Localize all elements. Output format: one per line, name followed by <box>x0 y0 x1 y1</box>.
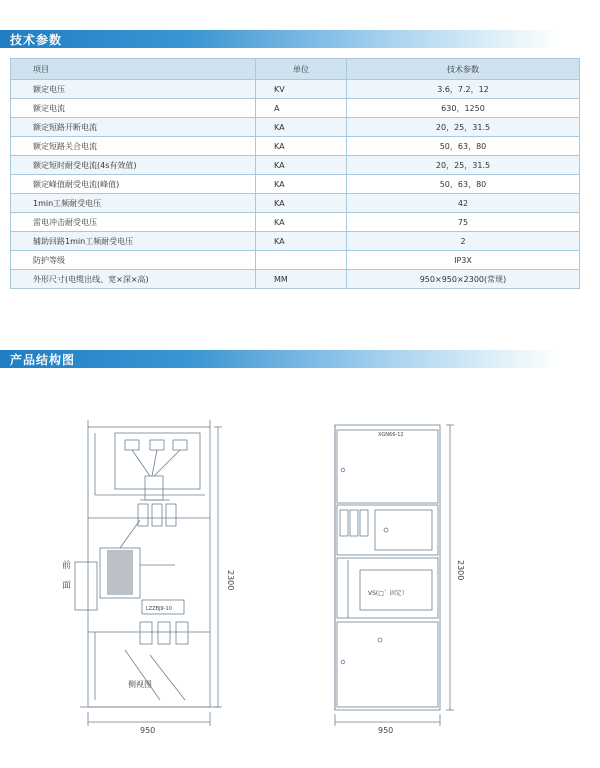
row-value: 75 <box>347 213 580 232</box>
structure-section-title: 产品结构图 <box>10 353 76 367</box>
right-height-label: 2300 <box>456 560 465 581</box>
table-row <box>11 175 580 194</box>
row-value: 950×950×2300(常规) <box>347 270 580 289</box>
row-item: 额定短路关合电流 <box>11 137 256 156</box>
row-item: 额定短时耐受电流(4s有效值) <box>11 156 256 175</box>
row-item: 额定峰值耐受电流(峰值) <box>11 175 256 194</box>
table-row <box>11 137 580 156</box>
row-unit: MM <box>256 270 347 289</box>
row-unit: A <box>256 99 347 118</box>
row-unit: KA <box>256 175 347 194</box>
row-value: 20，25，31.5 <box>347 156 580 175</box>
row-value: 42 <box>347 194 580 213</box>
front-label-1: 前 <box>62 561 72 571</box>
structure-section-header <box>0 350 560 368</box>
table-row <box>11 213 580 232</box>
left-width-label: 950 <box>140 726 156 735</box>
spec-table-header-row <box>11 59 580 80</box>
row-item: 雷电冲击耐受电压 <box>11 213 256 232</box>
row-unit: KA <box>256 232 347 251</box>
model-label: XGN66-12 <box>378 432 404 438</box>
row-item: 额定短路开断电流 <box>11 118 256 137</box>
breaker-fill <box>107 550 133 595</box>
left-height-label: 2300 <box>226 570 235 591</box>
table-row <box>11 118 580 137</box>
table-row <box>11 99 580 118</box>
column-header-value: 技术参数 <box>347 59 580 80</box>
column-header-item: 项目 <box>11 59 256 80</box>
row-value: 20，25，31.5 <box>347 118 580 137</box>
row-value: 2 <box>347 232 580 251</box>
row-item: 额定电流 <box>11 99 256 118</box>
row-value: 630，1250 <box>347 99 580 118</box>
front-label-2: 面 <box>62 581 72 591</box>
row-unit <box>256 251 347 270</box>
specs-section-title: 技术参数 <box>10 33 63 47</box>
row-item: 辅助回路1min工频耐受电压 <box>11 232 256 251</box>
spec-table <box>10 58 580 289</box>
row-unit: KA <box>256 118 347 137</box>
row-item: 1min工频耐受电压 <box>11 194 256 213</box>
front-view-drawing <box>300 400 600 755</box>
row-value: 50，63，80 <box>347 137 580 156</box>
table-row <box>11 232 580 251</box>
row-item: 防护等级 <box>11 251 256 270</box>
row-value: IP3X <box>347 251 580 270</box>
row-value: 3.6，7.2，12 <box>347 80 580 99</box>
table-row <box>11 80 580 99</box>
column-header-unit: 单位 <box>256 59 347 80</box>
table-row <box>11 156 580 175</box>
right-width-label: 950 <box>378 726 394 735</box>
row-unit: KV <box>256 80 347 99</box>
breaker-label: VS(□゛固定） <box>368 590 408 597</box>
table-row <box>11 251 580 270</box>
side-view-label: 侧视图 <box>128 680 152 689</box>
row-unit: KA <box>256 137 347 156</box>
side-view-drawing <box>0 400 300 755</box>
table-row <box>11 194 580 213</box>
row-unit: KA <box>256 156 347 175</box>
ct-label: LZZBJ9-10 <box>146 606 172 612</box>
row-value: 50，63，80 <box>347 175 580 194</box>
row-item: 额定电压 <box>11 80 256 99</box>
table-row <box>11 270 580 289</box>
row-item: 外形尺寸(电缆出线、宽×深×高) <box>11 270 256 289</box>
row-unit: KA <box>256 194 347 213</box>
row-unit: KA <box>256 213 347 232</box>
specs-section-header <box>0 30 560 48</box>
